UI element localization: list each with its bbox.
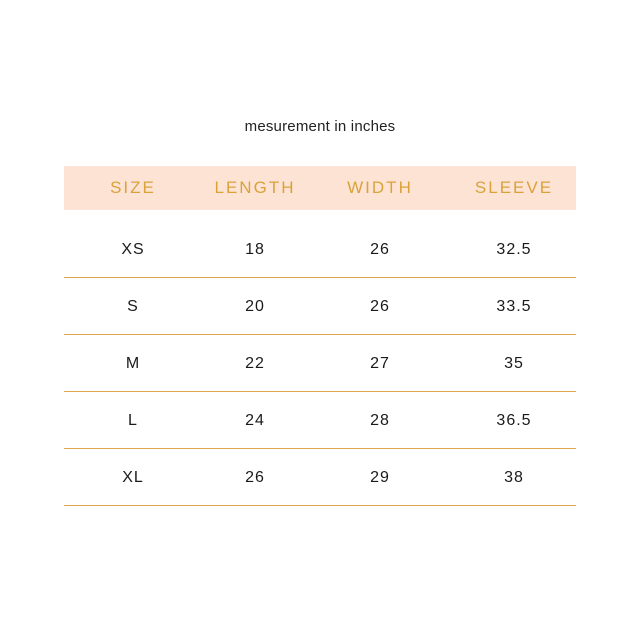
- cell-sleeve: 35: [504, 354, 524, 372]
- cell-length: 26: [245, 468, 265, 486]
- cell-length: 18: [245, 240, 265, 258]
- header-length: LENGTH: [214, 178, 296, 197]
- cell-sleeve: 36.5: [496, 411, 532, 429]
- header-size: SIZE: [110, 178, 156, 197]
- cell-size: S: [127, 297, 139, 315]
- cell-sleeve: 33.5: [496, 297, 532, 315]
- cell-size: M: [125, 354, 141, 372]
- table-row: [64, 222, 576, 278]
- cell-sleeve: 38: [504, 468, 524, 486]
- table-body: [64, 222, 576, 506]
- cell-length: 20: [245, 297, 265, 315]
- header-sleeve: SLEEVE: [474, 178, 554, 197]
- cell-size: XS: [121, 240, 145, 258]
- table-header-row: [64, 166, 576, 210]
- size-chart-table: [64, 166, 576, 507]
- cell-width: 26: [370, 297, 390, 315]
- header-width: WIDTH: [347, 178, 413, 197]
- cell-width: 26: [370, 240, 390, 258]
- cell-size: XL: [122, 468, 144, 486]
- table-row: [64, 279, 576, 335]
- table-row: [64, 450, 576, 506]
- cell-width: 28: [370, 411, 390, 429]
- cell-sleeve: 32.5: [496, 240, 532, 258]
- cell-size: L: [128, 411, 138, 429]
- size-chart-caption: mesurement in inches: [244, 118, 396, 135]
- cell-width: 27: [370, 354, 390, 372]
- table-row: [64, 336, 576, 392]
- cell-length: 22: [245, 354, 265, 372]
- cell-width: 29: [370, 468, 390, 486]
- cell-length: 24: [245, 411, 265, 429]
- table-row: [64, 393, 576, 449]
